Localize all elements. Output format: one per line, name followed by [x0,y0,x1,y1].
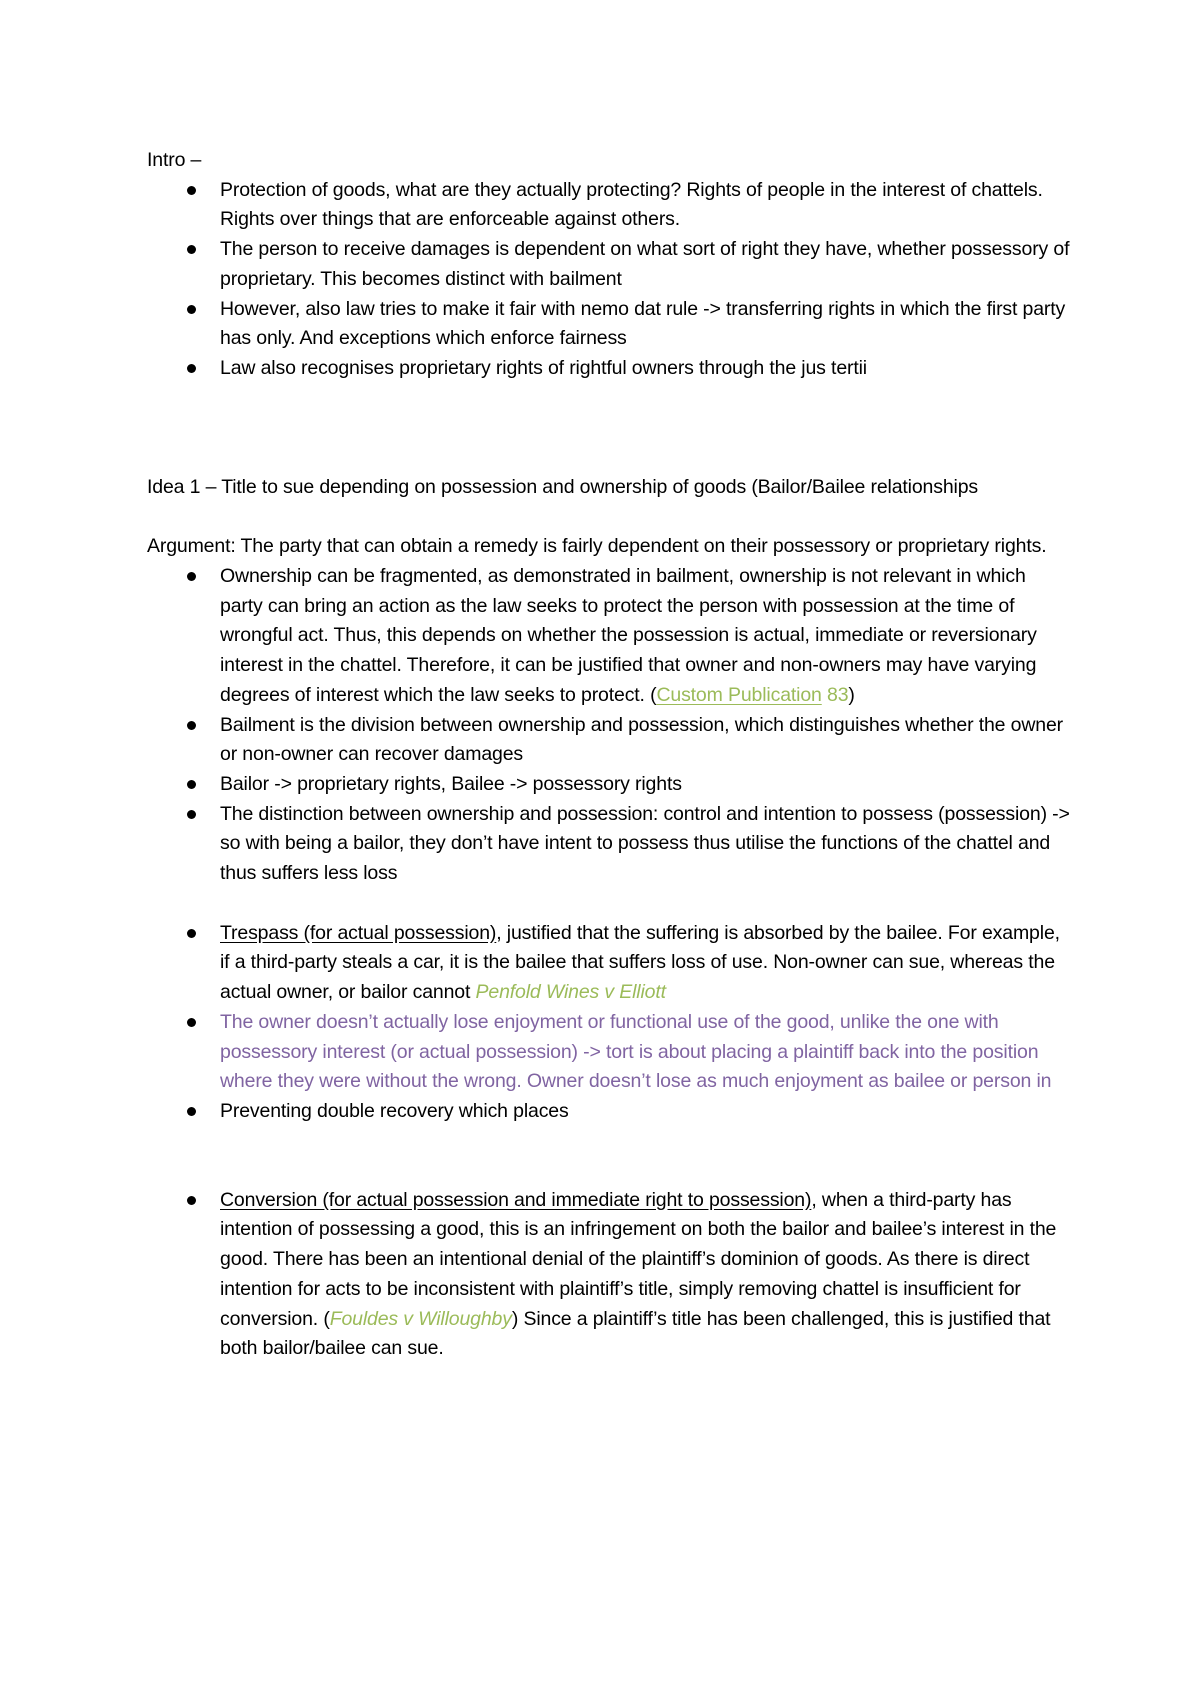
trespass-bullet-list [147,919,1070,1127]
citation-page: 83 [821,683,849,706]
list-item: The owner doesn’t actually lose enjoyment or functional use of the good, unlike the one with possessory interest (or actual possession) -> tort is about placing a plaintiff back into the position where they were without the wrong. Owner doesn’t lose as much enjoyment as bailee or person in [147,1008,1070,1097]
bullet-text: Ownership can be fragmented, as demonstrated in bailment, ownership is not relevant in which party can bring an action as the law seeks to protect the person with possession at the time of wrongful act. Thus, this depends on whether the possession is actual, immediate or reversionary interest in the chattel. Therefore, it can be justified that owner and non-owners may have varying degrees of interest which the law seeks to protect. ( [220,565,1037,706]
case-citation: Fouldes v Willoughby [329,1307,512,1330]
conversion-label: Conversion (for actual possession and immediate right to possession) [220,1188,812,1211]
spacer [147,384,1070,473]
list-item: The person to receive damages is dependent on what sort of right they have, whether possessory of proprietary. This becomes distinct with bailment [147,235,1070,294]
closing-paren: ) [848,683,855,706]
list-item: Protection of goods, what are they actually protecting? Rights of people in the interest of chattels. Rights over things that are enforceable against others. [147,176,1070,235]
list-item: Bailor -> proprietary rights, Bailee -> possessory rights [147,770,1070,800]
list-item [147,562,1070,711]
list-item: The distinction between ownership and possession: control and intention to possess (possession) -> so with being a bailor, they don’t have intent to possess thus utilise the functions of the chattel and thus suffers less loss [147,800,1070,889]
conversion-bullet-list [147,1186,1070,1364]
list-item: However, also law tries to make it fair with nemo dat rule -> transferring rights in which the first party has only. And exceptions which enforce fairness [147,295,1070,354]
trespass-label: Trespass (for actual possession) [220,921,497,944]
case-citation: Penfold Wines v Elliott [475,981,666,1004]
spacer [147,889,1070,919]
citation-link[interactable]: Custom Publication [656,683,822,706]
list-item: Bailment is the division between ownership and possession, which distinguishes whether the owner or non-owner can recover damages [147,711,1070,770]
bullet-text: , when a third-party has intention of possessing a good, this is an infringement on both the bailor and bailee’s interest in the good. There has been an intentional denial of the plaintiff’s dominion of goods. As there is direct intention for acts to be inconsistent with plaintiff’s title, simply removing chattel is insufficient for conversion. ( [220,1188,1057,1330]
list-item [147,1186,1070,1364]
list-item: Law also recognises proprietary rights of rightful owners through the jus tertii [147,354,1070,384]
intro-heading: Intro – [147,149,202,171]
list-item [147,919,1070,1008]
list-item: Preventing double recovery which places [147,1097,1070,1127]
bullet-text: , justified that the suffering is absorbed by the bailee. For example, if a third-party steals a car, it is the bailee that suffers loss of use. Non-owner can sue, whereas the actual owner, or bailor cannot [220,921,1060,1004]
argument-paragraph: Argument: The party that can obtain a remedy is fairly dependent on their possessory or proprietary rights. [147,535,1047,558]
idea-1-bullet-list [147,562,1070,889]
spacer [147,502,1070,532]
spacer [147,1127,1070,1186]
idea-1-heading: Idea 1 – Title to sue depending on possession and ownership of goods (Bailor/Bailee relationships [147,475,979,498]
bullet-text-continued: ) Since a plaintiff’s title has been challenged, this is justified that both bailor/bailee can sue. [220,1307,1051,1360]
intro-bullet-list [147,176,1070,384]
